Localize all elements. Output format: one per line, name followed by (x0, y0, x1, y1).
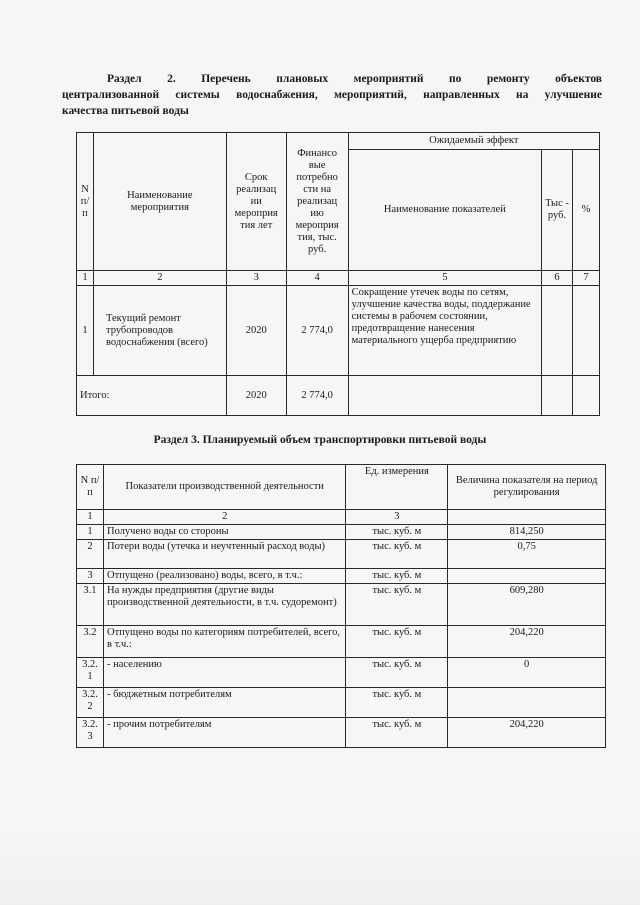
total-percent (573, 376, 600, 416)
s3-header-indicator: Показатели производственной деятельности (103, 465, 345, 510)
section2-title-line3: качества питьевой воды (62, 105, 189, 117)
row-indicator: Получено воды со стороны (103, 525, 345, 540)
page-bottom-shadow (0, 830, 640, 905)
row-indicator: - прочим потребителям (103, 718, 345, 748)
section2-heading (62, 71, 602, 119)
row-num: 3.2. 2 (77, 688, 104, 718)
header-num: N п/ п (77, 133, 94, 271)
row-indicator: - населению (103, 658, 345, 688)
row1-indicator: Сокращение утечек воды по сетям, улучшение качества воды, поддержание системы в рабочем состоянии, предотвращение нанесения материального ущерба предприятию (348, 286, 541, 376)
row-unit: тыс. куб. м (346, 658, 448, 688)
row-unit: тыс. куб. м (346, 626, 448, 658)
section2-title-line1: Раздел 2. Перечень плановых мероприятий по ремонту объектов (107, 73, 602, 85)
row-num: 3 (77, 569, 104, 584)
header-expected-effect: Ожидаемый эффект (348, 133, 599, 150)
header-indicator-name: Наименование показателей (348, 150, 541, 271)
table-row (77, 525, 606, 540)
row-unit: тыс. куб. м (346, 540, 448, 569)
row-value (448, 569, 606, 584)
total-thousand (542, 376, 573, 416)
section3-table (76, 464, 606, 748)
row-num: 3.2 (77, 626, 104, 658)
total-indicator (348, 376, 541, 416)
total-term: 2020 (226, 376, 286, 416)
row-value: 0 (448, 658, 606, 688)
row1-percent (573, 286, 600, 376)
s3-header-value: Величина показателя на период регулирования (448, 465, 606, 510)
table-row (77, 658, 606, 688)
row-indicator: На нужды предприятия (другие виды производственной деятельности, в т.ч. судоремонт) (103, 584, 345, 626)
row-indicator: Отпущено (реализовано) воды, всего, в т.ч.: (103, 569, 345, 584)
col-number-6: 6 (542, 271, 573, 286)
row-num: 3.2. 3 (77, 718, 104, 748)
section2-title-line2: централизованной системы водоснабжения, мероприятий, направленных на улучшение (62, 89, 602, 101)
table-row (77, 540, 606, 569)
col-number-7: 7 (573, 271, 600, 286)
header-thousand-rub: Тыс - руб. (542, 150, 573, 271)
section3-heading: Раздел 3. Планируемый объем транспортировки питьевой воды (153, 434, 487, 446)
row-value: 814,250 (448, 525, 606, 540)
row1-num: 1 (77, 286, 94, 376)
table-row (77, 626, 606, 658)
s3-col-number-3: 3 (346, 510, 448, 525)
row-indicator: - бюджетным потребителям (103, 688, 345, 718)
row-unit: тыс. куб. м (346, 569, 448, 584)
s3-col-number-2: 2 (103, 510, 345, 525)
s3-header-num: N п/п (77, 465, 104, 510)
col-number-3: 3 (226, 271, 286, 286)
row-value: 204,220 (448, 718, 606, 748)
row-num: 2 (77, 540, 104, 569)
header-activity-name: Наименование мероприятия (93, 133, 226, 271)
table-row (77, 718, 606, 748)
row-unit: тыс. куб. м (346, 584, 448, 626)
header-finance: Финансо вые потребно сти на реализац ию мероприя тия, тыс. руб. (286, 133, 348, 271)
header-term: Срок реализац ии мероприя тия лет (226, 133, 286, 271)
header-percent: % (573, 150, 600, 271)
table-row (77, 584, 606, 626)
col-number-4: 4 (286, 271, 348, 286)
row-num: 1 (77, 525, 104, 540)
row-value: 0,75 (448, 540, 606, 569)
table-row (77, 569, 606, 584)
row1-finance: 2 774,0 (286, 286, 348, 376)
row-indicator: Потери воды (утечка и неучтенный расход воды) (103, 540, 345, 569)
row-value (448, 688, 606, 718)
table-row (77, 688, 606, 718)
s3-col-number-4 (448, 510, 606, 525)
row1-activity-name: Текущий ремонт трубопроводов водоснабжения (всего) (93, 286, 226, 376)
row-value: 609,280 (448, 584, 606, 626)
section2-table (76, 132, 600, 416)
total-label: Итого: (77, 376, 227, 416)
total-finance: 2 774,0 (286, 376, 348, 416)
row-unit: тыс. куб. м (346, 525, 448, 540)
col-number-2: 2 (93, 271, 226, 286)
row-num: 3.2. 1 (77, 658, 104, 688)
col-number-1: 1 (77, 271, 94, 286)
row-unit: тыс. куб. м (346, 718, 448, 748)
s3-col-number-1: 1 (77, 510, 104, 525)
row-num: 3.1 (77, 584, 104, 626)
row1-thousand (542, 286, 573, 376)
row1-term: 2020 (226, 286, 286, 376)
s3-header-unit: Ед. измерения (346, 465, 448, 510)
row-unit: тыс. куб. м (346, 688, 448, 718)
col-number-5: 5 (348, 271, 541, 286)
row-value: 204,220 (448, 626, 606, 658)
row-indicator: Отпущено воды по категориям потребителей, всего, в т.ч.: (103, 626, 345, 658)
